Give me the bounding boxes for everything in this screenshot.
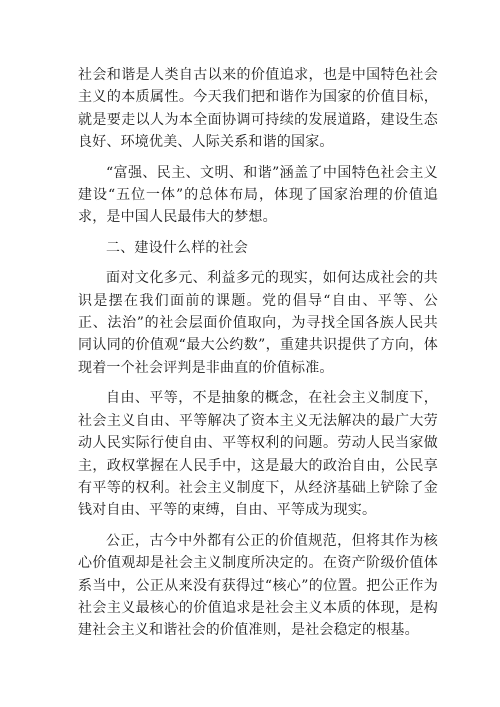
paragraph-social-consensus: 面对文化多元、利益多元的现实，如何达成社会的共识是摆在我们面前的课题。党的倡导“自由、平等、公正、法治”的社会层面价值取向，为寻找全国各族人民共同认同的价值观“最大公约数”，重建共识提供了方向，体现着一个社会评判是非曲直的价值标准。 (78, 270, 438, 376)
section-heading: 二、建设什么样的社会 (106, 239, 248, 256)
paragraph-five-in-one: “富强、民主、文明、和谐”涵盖了中国特色社会主义建设“五位一体”的总体布局，体现了国家治理的价值追求，是中国人民最伟大的梦想。 (78, 164, 438, 226)
paragraph-harmony: 社会和谐是人类自古以来的价值追求，也是中国特色社会主义的本质属性。今天我们把和谐作为国家的价值目标，就是要走以人为本全面协调可持续的发展道路，建设生态良好、环境优美、人际关系和谐的国家。 (78, 67, 438, 151)
paragraph-freedom-equality: 自由、平等，不是抽象的概念，在社会主义制度下，社会主义自由、平等解决了资本主义无法解决的最广大劳动人民实际行使自由、平等权利的问题。劳动人民当家做主，政权掌握在人民手中，这是最大的政治自由，公民享有平等的权利。社会主义制度下，从经济基础上铲除了金钱对自由、平等的束缚，自由、平等成为现实。 (78, 390, 438, 519)
paragraph-justice: 公正，古今中外都有公正的价值规范，但将其作为核心价值观却是社会主义制度所决定的。在资产阶级价值体系当中，公正从来没有获得过“核心”的位置。把公正作为社会主义最核心的价值追求是社会主义本质的体现，是构建社会主义和谐社会的价值准则，是社会稳定的根基。 (78, 532, 438, 639)
document-body (78, 64, 438, 650)
